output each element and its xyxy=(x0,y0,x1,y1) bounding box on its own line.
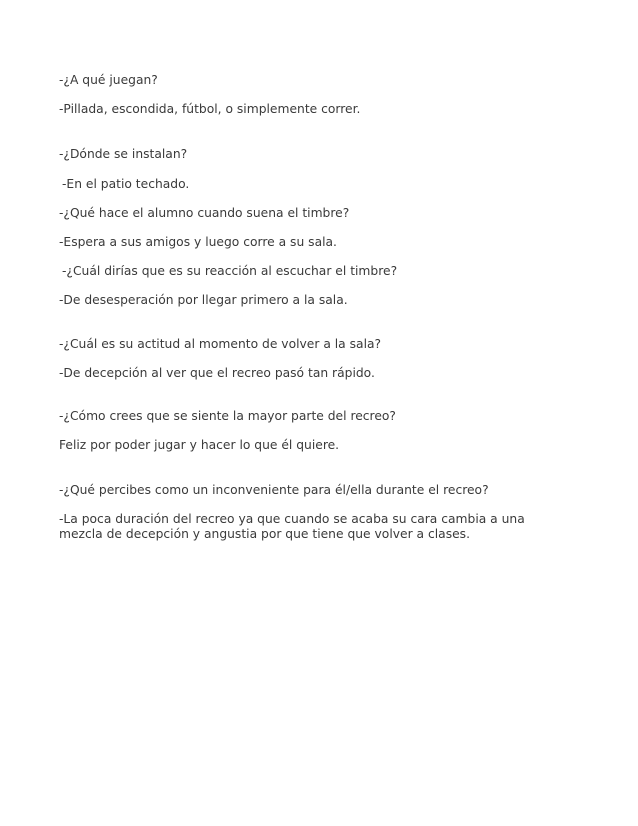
answer-feeling-recess: Feliz por poder jugar y hacer lo que él quiere. xyxy=(59,438,340,452)
question-what-they-play: -¿A qué juegan? xyxy=(59,73,158,87)
answer-return-attitude: -De decepción al ver que el recreo pasó tan rápido. xyxy=(59,366,375,380)
answer-inconvenience-line1: -La poca duración del recreo ya que cuando se acaba su cara cambia a una xyxy=(59,512,525,526)
answer-inconvenience-line2: mezcla de decepción y angustia por que tiene que volver a clases. xyxy=(59,527,470,541)
question-where-they-settle: -¿Dónde se instalan? xyxy=(59,147,188,161)
question-bell-reaction: -¿Cuál dirías que es su reacción al escuchar el timbre? xyxy=(62,264,398,278)
question-return-attitude: -¿Cuál es su actitud al momento de volver a la sala? xyxy=(59,337,382,351)
answer-what-they-play: -Pillada, escondida, fútbol, o simplemente correr. xyxy=(59,102,361,116)
question-inconvenience: -¿Qué percibes como un inconveniente para él/ella durante el recreo? xyxy=(59,483,489,497)
answer-bell-action: -Espera a sus amigos y luego corre a su sala. xyxy=(59,235,337,249)
question-bell-action: -¿Qué hace el alumno cuando suena el timbre? xyxy=(59,206,350,220)
question-feeling-recess: -¿Cómo crees que se siente la mayor parte del recreo? xyxy=(59,409,396,423)
answer-where-they-settle: -En el patio techado. xyxy=(62,177,190,191)
answer-bell-reaction: -De desesperación por llegar primero a la sala. xyxy=(59,293,348,307)
